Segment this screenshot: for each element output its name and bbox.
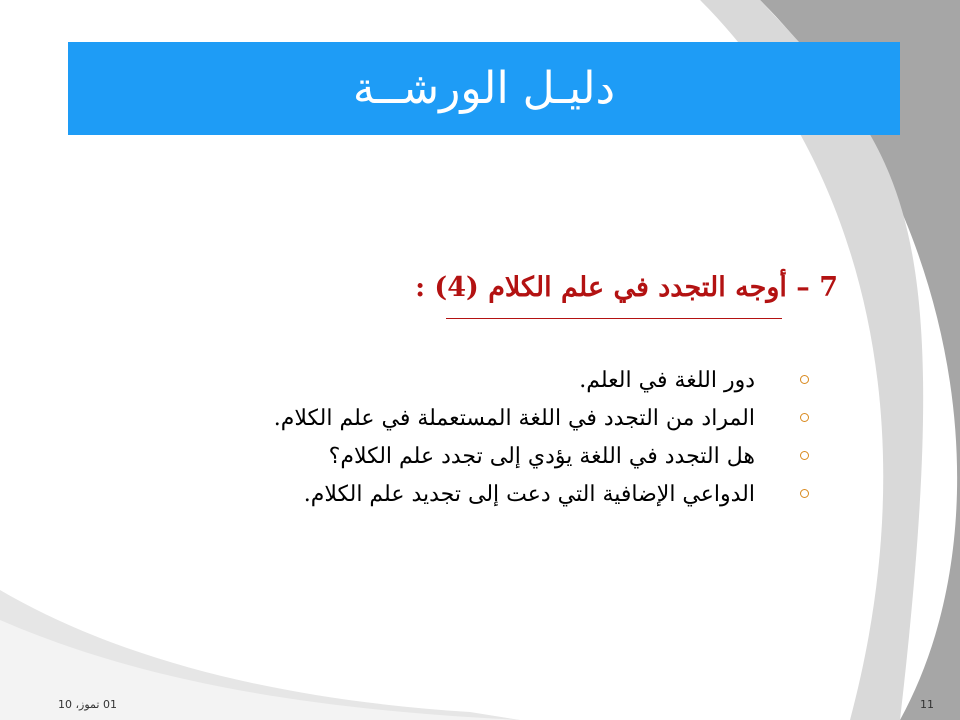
page-number: 11 [920,698,934,711]
bullet-text: الدواعي الإضافية التي دعت إلى تجديد علم الكلام. [303,482,755,507]
list-item [274,476,755,514]
heading-underline [446,318,782,319]
bullet-text: دور اللغة في العلم. [579,368,755,393]
list-item [274,362,755,400]
list-item [274,438,755,476]
circle-bullet-icon [800,451,809,460]
circle-bullet-icon [800,413,809,422]
section-heading: 7 – أوجه التجدد في علم الكلام (4) : [415,272,838,303]
circle-bullet-icon [800,375,809,384]
bullet-list [274,362,755,514]
title-bar [68,42,900,135]
bullet-text: هل التجدد في اللغة يؤدي إلى تجدد علم الكلام؟ [328,444,755,469]
slide-title: دليـل الورشــة [352,63,616,114]
circle-bullet-icon [800,489,809,498]
footer-date: 01 تموز، 10 [58,698,117,711]
bullet-text: المراد من التجدد في اللغة المستعملة في علم الكلام. [273,406,755,431]
list-item [274,400,755,438]
